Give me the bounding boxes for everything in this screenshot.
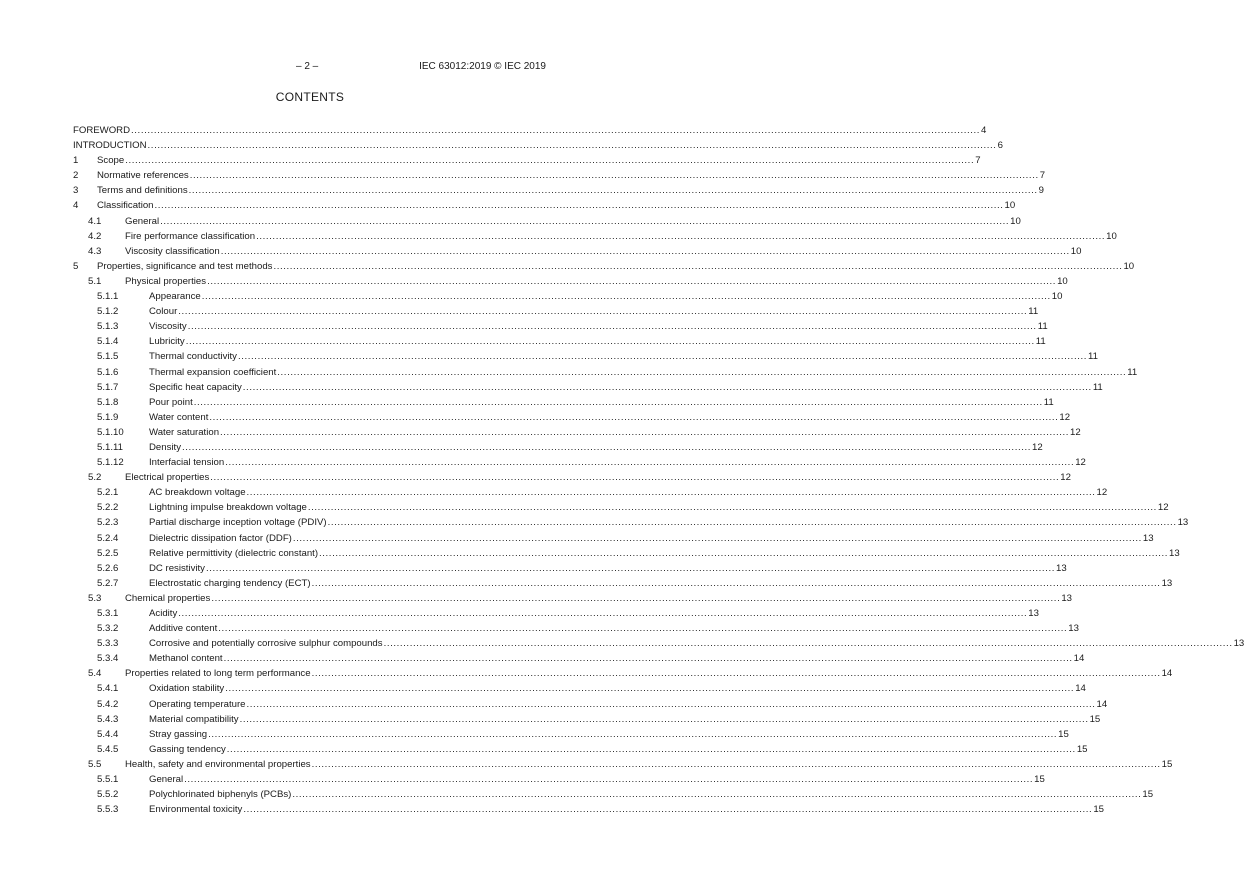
toc-entry-page: 12 <box>1157 500 1169 515</box>
toc-entry-title: Pour point <box>149 395 194 410</box>
toc-entry-number: 5.1.5 <box>97 351 119 363</box>
dot-leader: .................................................................................................................................................................................................................................................................... <box>205 562 1055 574</box>
toc-entry-title: Oxidation stability <box>149 681 225 696</box>
toc-entry[interactable] <box>73 138 1003 153</box>
toc-entry-number: 5.1.11 <box>97 441 123 453</box>
toc-entry-title: FOREWORD <box>73 123 131 138</box>
toc-entry-number: 5.2.5 <box>97 547 119 559</box>
toc-entry-title: Density <box>149 440 182 455</box>
toc-entry-number: 5.5 <box>88 758 102 770</box>
dot-leader: .................................................................................................................................................................................................................................................................... <box>189 170 1039 182</box>
toc-entry[interactable] <box>73 153 981 168</box>
toc-entry-title: Classification <box>97 198 155 213</box>
toc-entry-number: 4 <box>73 200 79 212</box>
toc-entry[interactable] <box>73 319 1048 334</box>
toc-entry[interactable] <box>73 365 1138 380</box>
dot-leader: .................................................................................................................................................................................................................................................................... <box>178 306 1028 318</box>
dot-leader: .................................................................................................................................................................................................................................................................... <box>292 789 1142 801</box>
toc-entry-title: Physical properties <box>125 274 207 289</box>
toc-entry-title: DC resistivity <box>149 561 206 576</box>
toc-entry[interactable] <box>73 349 1098 364</box>
toc-entry-title: Lubricity <box>149 334 186 349</box>
toc-entry-page: 13 <box>1161 576 1173 591</box>
toc-entry-page: 12 <box>1059 470 1071 485</box>
toc-entry[interactable] <box>73 304 1039 319</box>
toc-entry-number: 5.1.10 <box>97 426 124 438</box>
toc-entry-number: 5.5.1 <box>97 774 119 786</box>
toc-entry-page: 13 <box>1067 621 1079 636</box>
dot-leader: .................................................................................................................................................................................................................................................................... <box>225 457 1075 469</box>
toc-entry-page: 13 <box>1055 561 1067 576</box>
toc-entry[interactable] <box>73 802 1104 817</box>
toc-entry[interactable] <box>73 712 1101 727</box>
toc-entry[interactable] <box>73 500 1169 515</box>
toc-entry-page: 15 <box>1161 757 1173 772</box>
toc-entry[interactable] <box>73 591 1073 606</box>
toc-entry[interactable] <box>73 621 1079 636</box>
toc-entry[interactable] <box>73 229 1117 244</box>
toc-entry-title: Thermal conductivity <box>149 349 238 364</box>
toc-entry-page: 7 <box>974 153 980 168</box>
toc-entry[interactable] <box>73 561 1067 576</box>
dot-leader: .................................................................................................................................................................................................................................................................... <box>211 592 1061 604</box>
toc-entry-title: Material compatibility <box>149 712 240 727</box>
toc-entry-title: Gassing tendency <box>149 742 227 757</box>
toc-entry[interactable] <box>73 606 1039 621</box>
toc-entry[interactable] <box>73 651 1085 666</box>
toc-entry-page: 14 <box>1096 697 1108 712</box>
toc-entry-page: 15 <box>1092 802 1104 817</box>
toc-entry-title: Water content <box>149 410 209 425</box>
toc-entry[interactable] <box>73 485 1108 500</box>
toc-entry-number: 5.1.6 <box>97 366 119 378</box>
toc-entry-page: 10 <box>1051 289 1063 304</box>
toc-entry[interactable] <box>73 440 1043 455</box>
toc-entry-title: Environmental toxicity <box>149 802 243 817</box>
toc-entry[interactable] <box>73 636 1244 651</box>
toc-entry[interactable] <box>73 244 1082 259</box>
toc-entry-title: AC breakdown voltage <box>149 485 247 500</box>
toc-entry-number: 5.3.2 <box>97 623 119 635</box>
toc-entry-number: 5.2.4 <box>97 532 119 544</box>
toc-entry-number: 5.1.2 <box>97 306 119 318</box>
toc-entry[interactable] <box>73 259 1135 274</box>
dot-leader: .................................................................................................................................................................................................................................................................... <box>182 441 1032 453</box>
dot-leader: .................................................................................................................................................................................................................................................................... <box>131 125 981 136</box>
page-number-header: – 2 – <box>296 61 319 72</box>
contents-title: CONTENTS <box>275 90 345 104</box>
toc-entry[interactable] <box>73 274 1068 289</box>
toc-entry-number: 5.4.4 <box>97 728 119 740</box>
dot-leader: .................................................................................................................................................................................................................................................................... <box>319 547 1169 559</box>
toc-entry-title: Fire performance classification <box>125 229 256 244</box>
toc-entry-number: 5.4.3 <box>97 713 119 725</box>
toc-entry-title: General <box>125 214 160 229</box>
toc-entry-number: 5.3.1 <box>97 608 119 619</box>
toc-entry-title: Methanol content <box>149 651 224 666</box>
toc-entry[interactable] <box>73 289 1063 304</box>
dot-leader: .................................................................................................................................................................................................................................................................... <box>246 698 1096 710</box>
toc-entry-number: 3 <box>73 185 79 197</box>
toc-entry-number: 5 <box>73 260 79 272</box>
toc-entry[interactable] <box>73 576 1173 591</box>
toc-entry-page: 14 <box>1074 681 1086 696</box>
toc-entry-page: 12 <box>1096 485 1108 500</box>
toc-entry-number: 5.2 <box>88 472 102 484</box>
toc-entry-title: Relative permittivity (dielectric constant) <box>149 546 319 561</box>
dot-leader: .................................................................................................................................................................................................................................................................... <box>220 245 1070 257</box>
dot-leader: .................................................................................................................................................................................................................................................................... <box>311 668 1161 680</box>
standard-reference-header: IEC 63012:2019 © IEC 2019 <box>419 61 546 72</box>
toc-entry-number: 5.1 <box>88 275 102 287</box>
toc-entry[interactable] <box>73 546 1180 561</box>
dot-leader: .................................................................................................................................................................................................................................................................... <box>193 396 1043 408</box>
toc-entry[interactable] <box>73 727 1069 742</box>
toc-entry-number: 5.4 <box>88 668 102 680</box>
dot-leader: .................................................................................................................................................................................................................................................................... <box>383 638 1233 650</box>
toc-entry-title: Water saturation <box>149 425 220 440</box>
toc-entry[interactable] <box>73 742 1088 757</box>
toc-entry[interactable] <box>73 123 987 138</box>
toc-entry-title: Electrostatic charging tendency (ECT) <box>149 576 312 591</box>
toc-entry-page: 14 <box>1073 651 1085 666</box>
toc-entry-page: 11 <box>1126 365 1137 380</box>
toc-entry-page: 11 <box>1043 395 1054 410</box>
toc-entry[interactable] <box>73 757 1173 772</box>
toc-entry-number: 5.4.2 <box>97 698 119 710</box>
toc-entry-number: 5.1.9 <box>97 411 119 423</box>
toc-entry-title: Additive content <box>149 621 218 636</box>
dot-leader: .................................................................................................................................................................................................................................................................... <box>225 683 1075 695</box>
toc-entry-title: INTRODUCTION <box>73 138 148 153</box>
toc-entry[interactable] <box>73 214 1021 229</box>
toc-entry-page: 6 <box>997 138 1003 153</box>
toc-entry-page: 13 <box>1168 546 1180 561</box>
dot-leader: .................................................................................................................................................................................................................................................................... <box>125 155 975 167</box>
toc-entry-number: 5.4.5 <box>97 743 119 755</box>
toc-entry[interactable] <box>73 681 1086 696</box>
dot-leader: .................................................................................................................................................................................................................................................................... <box>311 577 1161 589</box>
toc-entry-title: Chemical properties <box>125 591 211 606</box>
dot-leader: .................................................................................................................................................................................................................................................................... <box>185 336 1035 348</box>
toc-entry-page: 9 <box>1038 183 1044 198</box>
toc-entry-number: 5.5.2 <box>97 789 119 801</box>
toc-entry-page: 11 <box>1087 349 1098 364</box>
toc-entry[interactable] <box>73 455 1086 470</box>
dot-leader: .................................................................................................................................................................................................................................................................... <box>311 758 1161 770</box>
toc-entry-title: Partial discharge inception voltage (PDIV) <box>149 515 328 530</box>
toc-entry-title: Health, safety and environmental properties <box>125 757 312 772</box>
toc-entry-title: Colour <box>149 304 178 319</box>
toc-entry-number: 1 <box>73 155 79 167</box>
toc-entry-page: 12 <box>1074 455 1086 470</box>
toc-entry[interactable] <box>73 470 1071 485</box>
toc-entry-title: Properties related to long term performance <box>125 666 312 681</box>
toc-entry-page: 10 <box>1056 274 1068 289</box>
toc-entry-number: 5.1.3 <box>97 321 119 333</box>
toc-entry-page: 12 <box>1031 440 1043 455</box>
toc-entry-page: 11 <box>1037 319 1048 334</box>
toc-entry-title: General <box>149 772 184 787</box>
toc-entry-number: 5.4.1 <box>97 683 119 695</box>
toc-entry[interactable] <box>73 666 1173 681</box>
dot-leader: .................................................................................................................................................................................................................................................................... <box>292 532 1142 544</box>
toc-entry-page: 13 <box>1177 515 1189 530</box>
toc-entry[interactable] <box>73 334 1046 349</box>
toc-entry-title: Dielectric dissipation factor (DDF) <box>149 531 293 546</box>
dot-leader: .................................................................................................................................................................................................................................................................... <box>210 472 1060 484</box>
toc-entry-number: 5.3.3 <box>97 638 119 650</box>
toc-entry-title: Viscosity <box>149 319 188 334</box>
dot-leader: .................................................................................................................................................................................................................................................................... <box>243 804 1093 816</box>
toc-entry-title: Stray gassing <box>149 727 208 742</box>
toc-entry-number: 5.2.6 <box>97 562 119 574</box>
dot-leader: .................................................................................................................................................................................................................................................................... <box>218 623 1068 635</box>
toc-entry-title: Properties, significance and test methods <box>97 259 273 274</box>
toc-entry-page: 10 <box>1009 214 1021 229</box>
toc-entry-number: 5.2.2 <box>97 502 119 514</box>
toc-entry-page: 4 <box>980 123 986 138</box>
toc-entry-title: Polychlorinated biphenyls (PCBs) <box>149 787 292 802</box>
toc-entry-number: 5.1.12 <box>97 457 124 469</box>
toc-entry-page: 13 <box>1060 591 1072 606</box>
toc-entry-number: 5.3 <box>88 592 102 604</box>
toc-entry-number: 5.1.8 <box>97 396 119 408</box>
toc-entry[interactable] <box>73 515 1189 530</box>
toc-entry[interactable] <box>73 410 1071 425</box>
toc-entry-number: 5.1.1 <box>97 291 119 303</box>
toc-entry-number: 2 <box>73 170 79 182</box>
toc-entry[interactable] <box>73 787 1154 802</box>
toc-entry-page: 12 <box>1069 425 1081 440</box>
toc-entry-number: 4.1 <box>88 215 102 227</box>
toc-entry[interactable] <box>73 183 1045 198</box>
dot-leader: .................................................................................................................................................................................................................................................................... <box>187 321 1037 333</box>
toc-entry-page: 10 <box>1105 229 1117 244</box>
toc-entry-number: 5.2.1 <box>97 487 119 499</box>
dot-leader: .................................................................................................................................................................................................................................................................... <box>277 366 1127 378</box>
toc-entry[interactable] <box>73 531 1154 546</box>
toc-entry-number: 4.2 <box>88 230 102 242</box>
toc-entry-number: 4.3 <box>88 245 102 257</box>
toc-entry-number: 5.1.7 <box>97 381 119 393</box>
toc-entry-page: 14 <box>1161 666 1173 681</box>
toc-entry[interactable] <box>73 395 1054 410</box>
toc-entry-page: 10 <box>1070 244 1082 259</box>
dot-leader: .................................................................................................................................................................................................................................................................... <box>242 381 1092 393</box>
dot-leader: .................................................................................................................................................................................................................................................................... <box>246 487 1096 499</box>
dot-leader: .................................................................................................................................................................................................................................................................... <box>239 713 1089 725</box>
toc-entry-page: 10 <box>1004 198 1016 213</box>
dot-leader: .................................................................................................................................................................................................................................................................... <box>223 653 1073 665</box>
toc-entry-number: 5.1.4 <box>97 336 119 348</box>
dot-leader: .................................................................................................................................................................................................................................................................... <box>178 608 1028 619</box>
toc-entry-title: Thermal expansion coefficient <box>149 365 277 380</box>
toc-entry-title: Viscosity classification <box>125 244 221 259</box>
toc-entry-title: Scope <box>97 153 125 168</box>
dot-leader: .................................................................................................................................................................................................................................................................... <box>147 140 997 152</box>
toc-entry-title: Specific heat capacity <box>149 380 243 395</box>
toc-entry-page: 13 <box>1027 606 1039 621</box>
dot-leader: .................................................................................................................................................................................................................................................................... <box>154 200 1004 212</box>
toc-entry-title: Interfacial tension <box>149 455 225 470</box>
dot-leader: .................................................................................................................................................................................................................................................................... <box>201 291 1051 303</box>
toc-entry-page: 15 <box>1089 712 1101 727</box>
toc-entry-title: Acidity <box>149 606 178 621</box>
toc-entry-title: Terms and definitions <box>97 183 189 198</box>
toc-entry[interactable] <box>73 772 1045 787</box>
toc-entry-number: 5.2.3 <box>97 517 119 529</box>
toc-entry-page: 7 <box>1039 168 1045 183</box>
toc-entry[interactable] <box>73 168 1046 183</box>
toc-entry-number: 5.3.4 <box>97 653 119 665</box>
toc-entry-page: 11 <box>1092 380 1103 395</box>
toc-entry-number: 5.2.7 <box>97 577 119 589</box>
dot-leader: .................................................................................................................................................................................................................................................................... <box>307 502 1157 514</box>
dot-leader: .................................................................................................................................................................................................................................................................... <box>209 411 1059 423</box>
table-of-contents <box>73 123 1244 817</box>
dot-leader: .................................................................................................................................................................................................................................................................... <box>237 351 1087 363</box>
toc-entry-title: Electrical properties <box>125 470 210 485</box>
toc-entry-number: 5.5.3 <box>97 804 119 816</box>
dot-leader: .................................................................................................................................................................................................................................................................... <box>207 275 1057 287</box>
dot-leader: .................................................................................................................................................................................................................................................................... <box>184 774 1034 786</box>
toc-entry-title: Lightning impulse breakdown voltage <box>149 500 308 515</box>
dot-leader: .................................................................................................................................................................................................................................................................... <box>327 517 1177 529</box>
toc-entry-page: 10 <box>1122 259 1134 274</box>
dot-leader: .................................................................................................................................................................................................................................................................... <box>188 185 1038 197</box>
dot-leader: .................................................................................................................................................................................................................................................................... <box>208 728 1058 740</box>
dot-leader: .................................................................................................................................................................................................................................................................... <box>226 743 1076 755</box>
toc-entry-title: Operating temperature <box>149 697 247 712</box>
toc-entry-title: Corrosive and potentially corrosive sulphur compounds <box>149 636 384 651</box>
toc-entry-page: 13 <box>1233 636 1244 651</box>
toc-entry-page: 11 <box>1035 334 1046 349</box>
toc-entry-page: 15 <box>1141 787 1153 802</box>
dot-leader: .................................................................................................................................................................................................................................................................... <box>256 230 1106 242</box>
toc-entry-page: 11 <box>1027 304 1038 319</box>
toc-entry-title: Appearance <box>149 289 202 304</box>
toc-entry-page: 15 <box>1076 742 1088 757</box>
toc-entry-title: Normative references <box>97 168 190 183</box>
toc-entry-page: 13 <box>1142 531 1154 546</box>
dot-leader: .................................................................................................................................................................................................................................................................... <box>273 260 1123 272</box>
toc-entry[interactable] <box>73 697 1108 712</box>
toc-entry[interactable] <box>73 198 1016 213</box>
dot-leader: .................................................................................................................................................................................................................................................................... <box>160 215 1010 227</box>
toc-entry[interactable] <box>73 380 1103 395</box>
toc-entry-page: 15 <box>1033 772 1045 787</box>
toc-entry-page: 15 <box>1057 727 1069 742</box>
toc-entry-page: 12 <box>1058 410 1070 425</box>
dot-leader: .................................................................................................................................................................................................................................................................... <box>220 426 1070 438</box>
toc-entry[interactable] <box>73 425 1081 440</box>
